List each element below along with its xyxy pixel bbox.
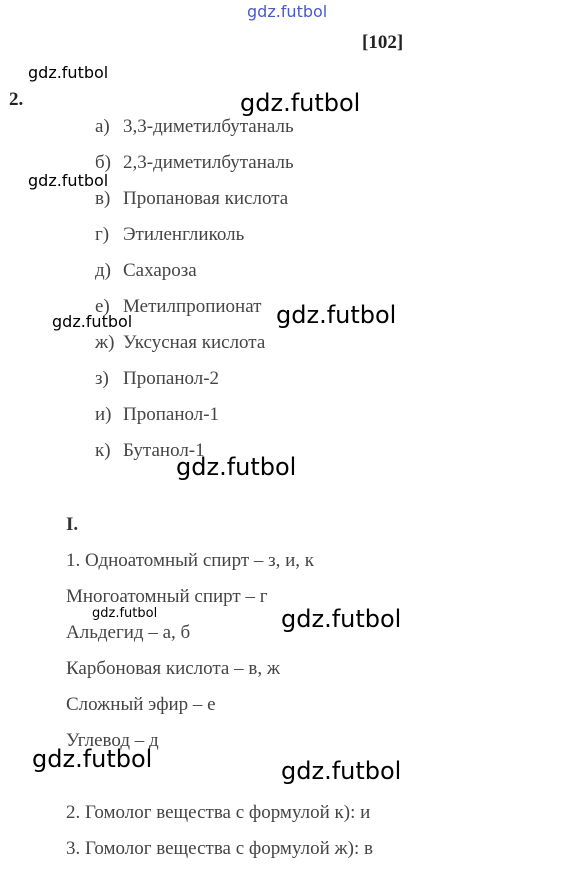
item-letter: в): [95, 188, 111, 209]
answer-line: Карбоновая кислота – в, ж: [66, 658, 280, 679]
answer-line: Многоатомный спирт – г: [66, 586, 268, 607]
item-letter: з): [95, 368, 109, 389]
item-letter: г): [95, 224, 110, 245]
item-letter: и): [95, 404, 112, 425]
item-text: Бутанол-1: [123, 440, 205, 461]
item-letter: б): [95, 152, 111, 173]
answer-line: Сложный эфир – е: [66, 694, 216, 715]
header-site-watermark: gdz.futbol: [247, 2, 328, 21]
item-text: Пропанол-1: [123, 404, 220, 425]
watermark: gdz.futbol: [52, 312, 133, 331]
task-item: [95, 152, 294, 174]
item-letter: д): [95, 260, 111, 281]
answer-line: 2. Гомолог вещества с формулой к): и: [66, 802, 371, 823]
answer-line: 1. Одноатомный спирт – з, и, к: [66, 550, 315, 571]
task-item: [95, 224, 244, 246]
task-item: [95, 188, 288, 210]
watermark: gdz.futbol: [28, 171, 109, 190]
watermark: gdz.futbol: [92, 606, 158, 621]
watermark: gdz.futbol: [176, 453, 297, 481]
task-number: 2.: [9, 89, 24, 110]
item-letter: к): [95, 440, 111, 461]
task-item: [95, 368, 219, 390]
item-text: 2,3-диметилбутаналь: [123, 152, 294, 173]
item-text: Уксусная кислота: [123, 332, 266, 353]
watermark: gdz.futbol: [240, 89, 361, 117]
task-item: [95, 260, 197, 282]
watermark: gdz.futbol: [28, 63, 109, 82]
item-letter: ж): [95, 332, 115, 353]
item-text: Сахароза: [123, 260, 197, 281]
item-letter: а): [95, 116, 110, 137]
answer-line: Альдегид – а, б: [66, 622, 191, 643]
item-text: Метилпропионат: [123, 296, 262, 317]
watermark: gdz.futbol: [281, 605, 402, 633]
task-item: [95, 116, 294, 138]
item-text: Этиленгликоль: [123, 224, 245, 245]
watermark: gdz.futbol: [276, 301, 397, 329]
answer-line: Углевод – д: [66, 730, 159, 751]
item-letter: е): [95, 296, 110, 317]
answer-section-heading: I.: [66, 514, 79, 535]
answer-line: 3. Гомолог вещества с формулой ж): в: [66, 838, 373, 859]
page-number: [102]: [362, 32, 404, 53]
task-item: [95, 404, 219, 426]
task-item: [95, 332, 265, 354]
item-text: Пропанол-2: [123, 368, 220, 389]
watermark: gdz.futbol: [32, 745, 153, 773]
item-text: 3,3-диметилбутаналь: [123, 116, 294, 137]
item-text: Пропановая кислота: [123, 188, 289, 209]
watermark: gdz.futbol: [281, 757, 402, 785]
